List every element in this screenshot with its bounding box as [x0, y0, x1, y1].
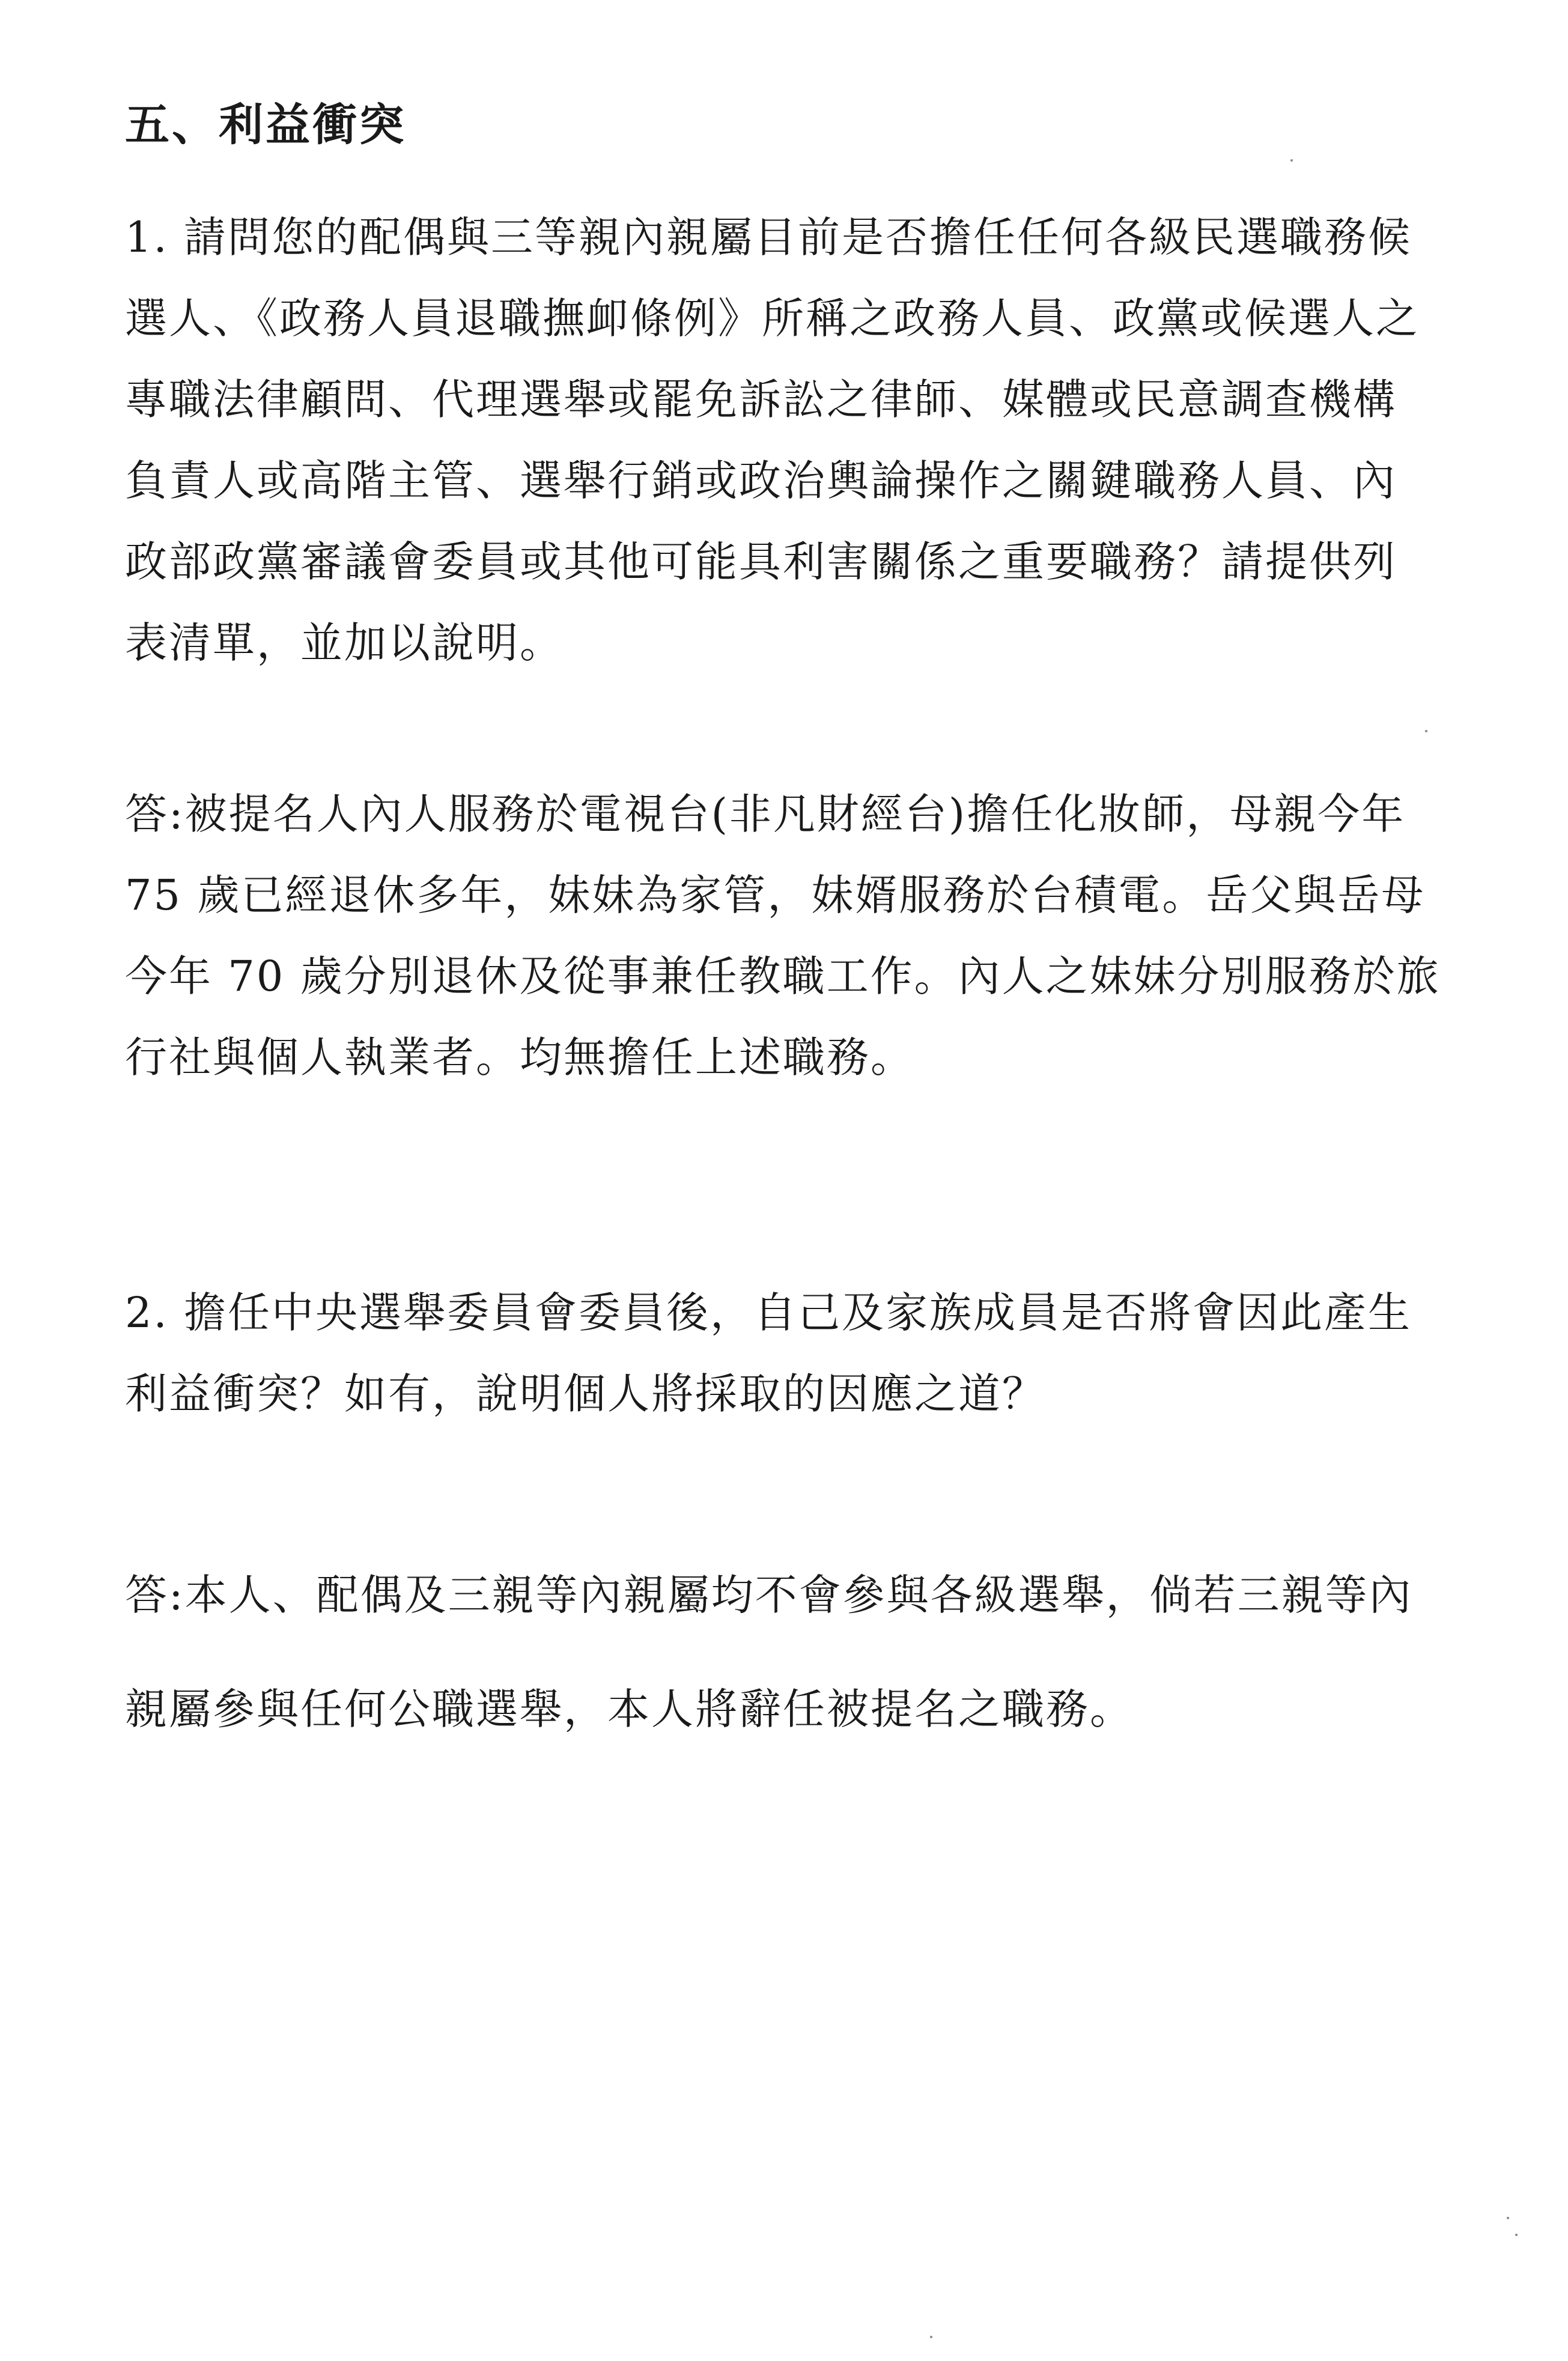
- scan-speck: [1515, 2234, 1518, 2236]
- scan-speck: [1290, 159, 1293, 162]
- question-1-line: 選人、《政務人員退職撫卹條例》所稱之政務人員、政黨或候選人之: [125, 294, 1420, 343]
- answer-1-line: 行社與個人執業者。均無擔任上述職務。: [125, 1033, 914, 1082]
- scan-speck: [1425, 730, 1427, 732]
- question-1-line: 表清單，並加以說明。: [125, 618, 564, 667]
- question-1-line: 專職法律顧問、代理選舉或罷免訴訟之律師、媒體或民意調查機構: [125, 375, 1397, 424]
- question-2-line: 利益衝突？如有，說明個人將採取的因應之道？: [125, 1369, 1046, 1418]
- answer-2-line: 答:本人、配偶及三親等內親屬均不會參與各級選舉，倘若三親等內: [125, 1570, 1413, 1620]
- question-2-line: 2. 擔任中央選舉委員會委員後，自己及家族成員是否將會因此產生: [125, 1288, 1412, 1337]
- question-1-line: 負責人或高階主管、選舉行銷或政治輿論操作之關鍵職務人員、內: [125, 456, 1397, 505]
- answer-1-line: 答:被提名人內人服務於電視台(非凡財經台)擔任化妝師，母親今年: [125, 789, 1406, 839]
- answer-1-line: 今年 70 歲分別退休及從事兼任教職工作。內人之妹妹分別服務於旅: [125, 952, 1441, 1001]
- question-1-line: 1. 請問您的配偶與三等親內親屬目前是否擔任任何各級民選職務候: [125, 213, 1412, 262]
- section-heading: 五、利益衝突: [125, 99, 406, 151]
- scan-speck: [1507, 2217, 1509, 2219]
- answer-2-line: 親屬參與任何公職選舉，本人將辭任被提名之職務。: [125, 1685, 1134, 1734]
- answer-1-line: 75 歲已經退休多年，妹妹為家管，妹婿服務於台積電。岳父與岳母: [125, 871, 1426, 920]
- question-1-line: 政部政黨審議會委員或其他可能具利害關係之重要職務？請提供列: [125, 537, 1397, 586]
- scan-speck: [930, 2336, 932, 2338]
